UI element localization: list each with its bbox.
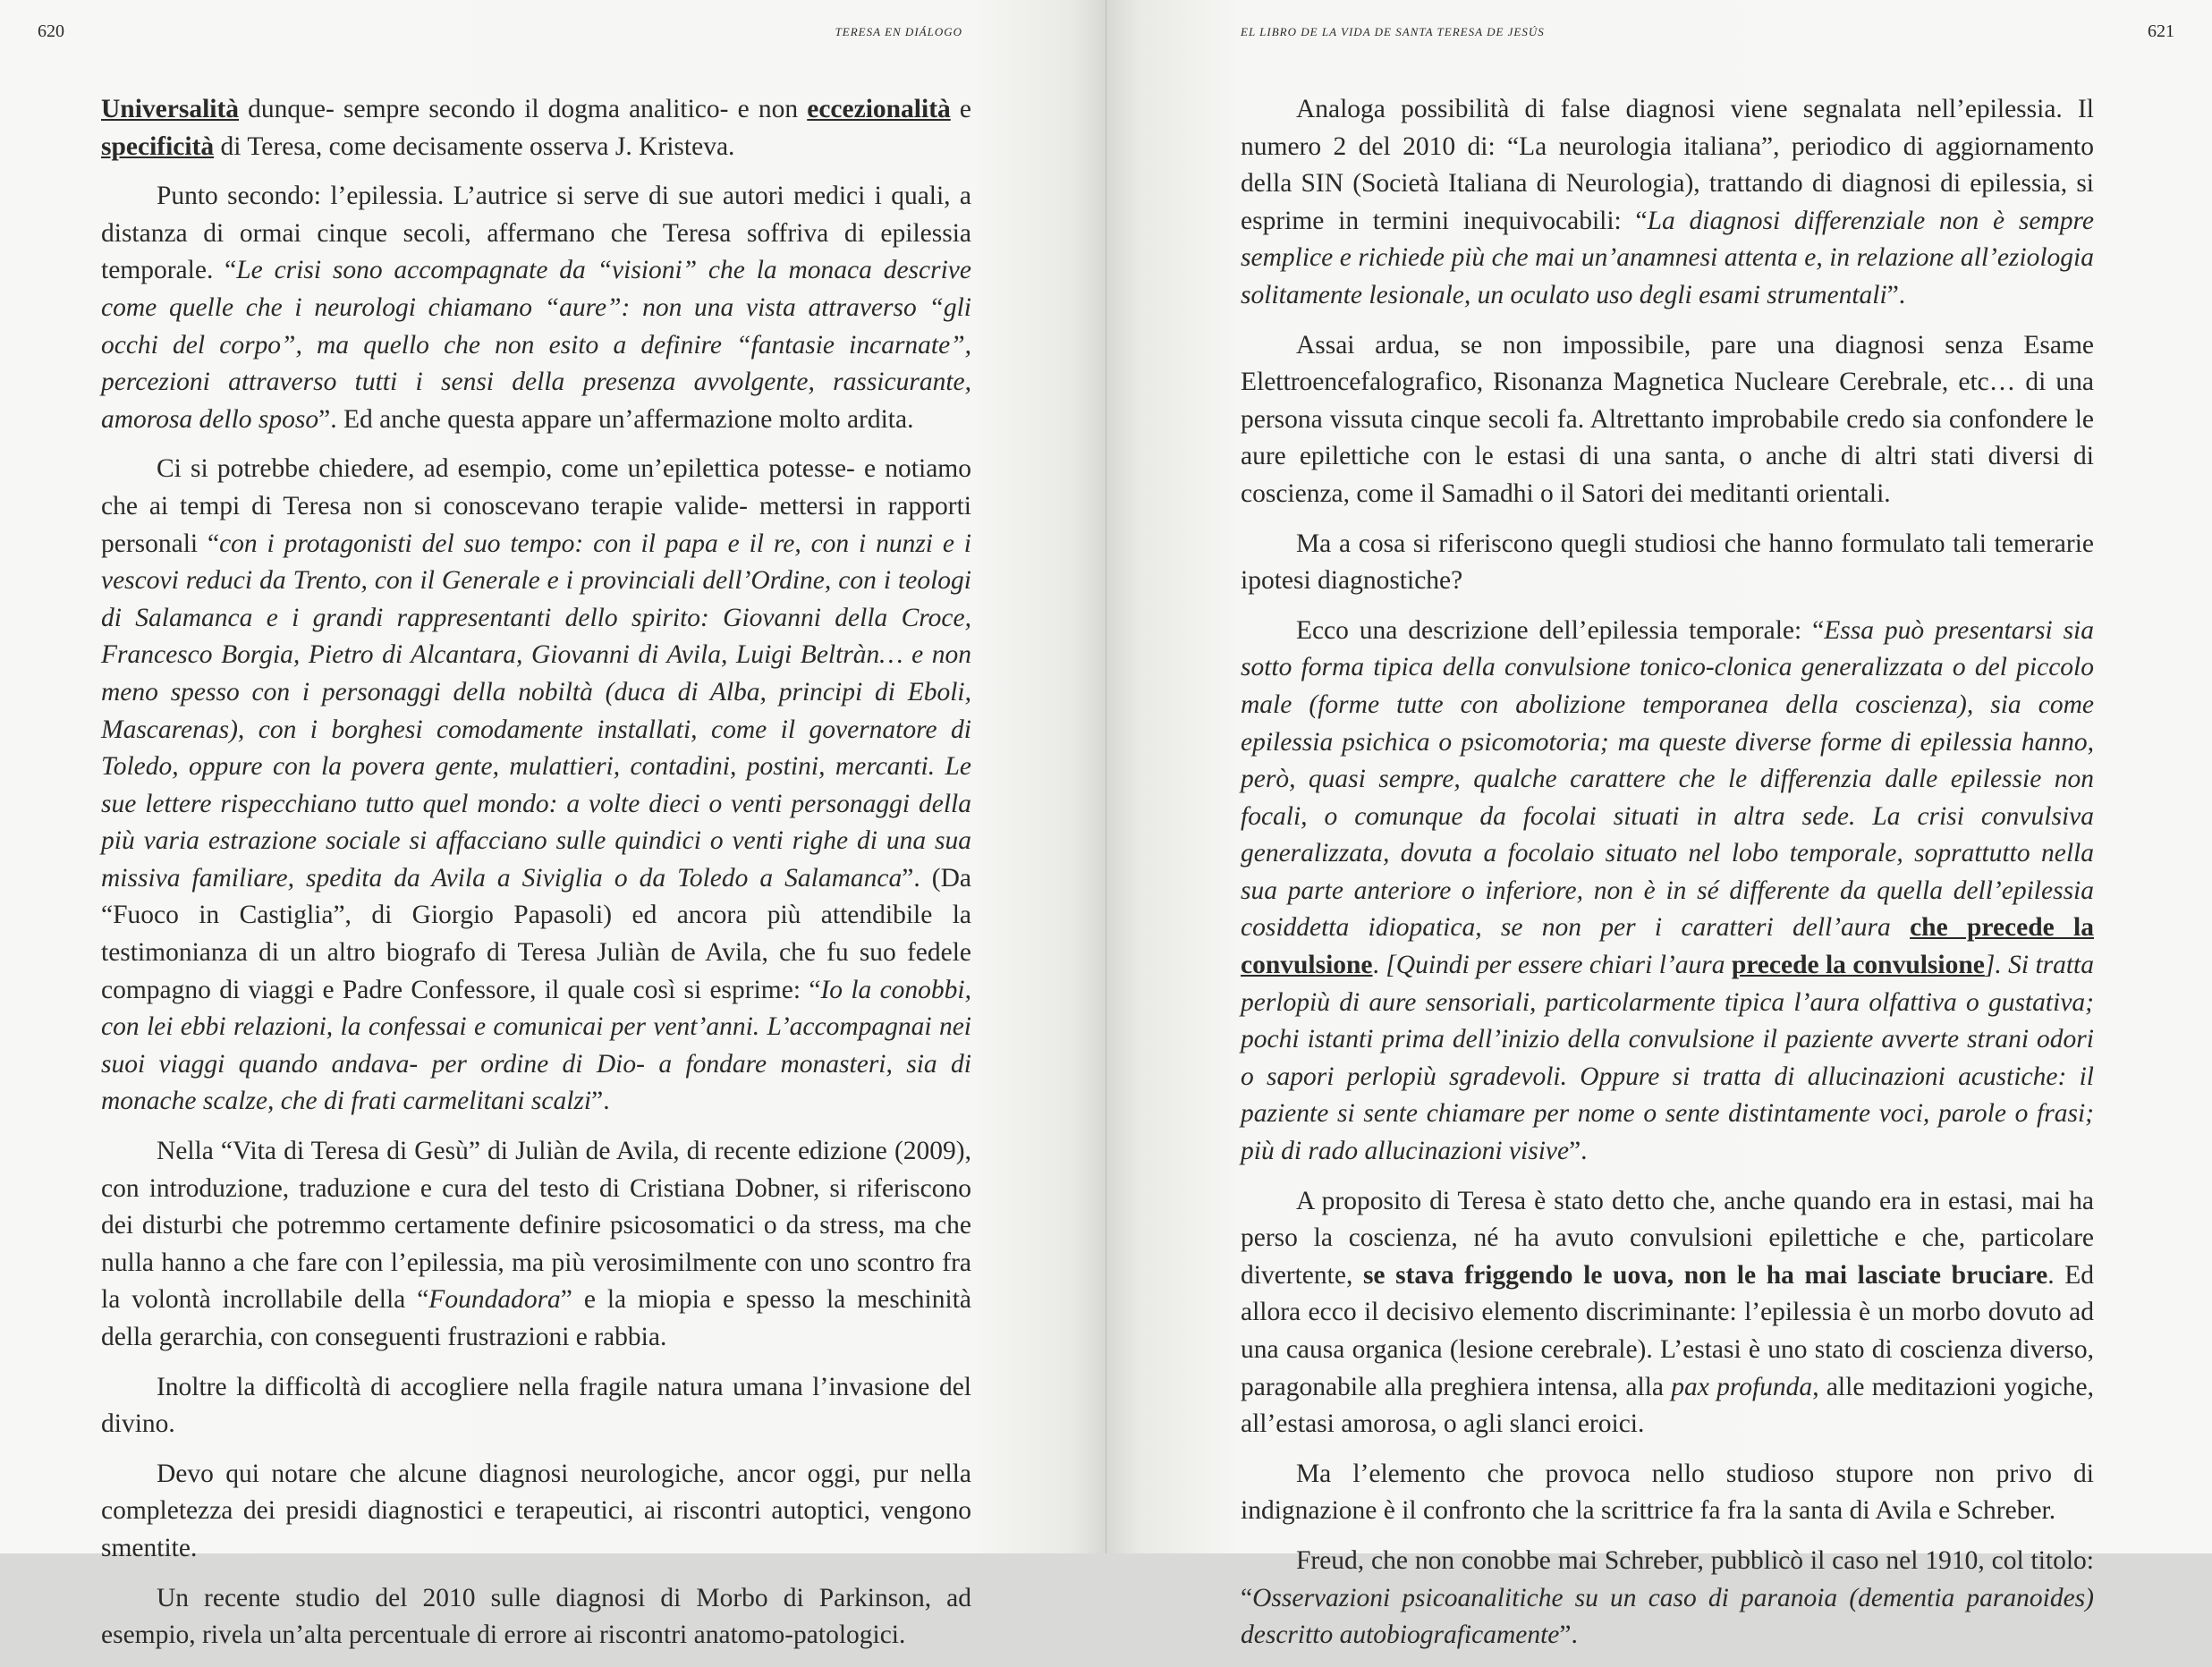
quotation: Osservazioni psicoanalitiche su un caso di paranoia (dementia paranoides) descritto autobiograficamente bbox=[1241, 1583, 2094, 1650]
page-body bbox=[1241, 91, 2094, 1667]
paragraph: Assai ardua, se non impossibile, pare una diagnosi senza Esame Elettroencefalografico, Risonanza Magnetica Nucleare Cerebrale, etc… di una persona vissuta cinque secoli fa. Altrettanto improbabile credo sia confondere le aure epilettiche con le estasi di una santa, o anche di altri stati diversi di coscienza, come il Samadhi o il Satori dei meditanti orientali. bbox=[1241, 330, 2094, 508]
quotation: ]. Si tratta perlopiù di aure sensoriali, particolarmente tipica l’aura olfattiva o gustativa; pochi istanti prima dell’inizio della convulsione il paziente avverte strani odori o sapori perlopiù sgradevoli. Oppure si tratta di allucinazioni acustiche: il paziente si sente chiamare per nome o sente distintamente voci, parole o frasi; più di rado allucinazioni visive bbox=[1241, 951, 2095, 1166]
text: di Teresa, come decisamente osserva J. Kristeva. bbox=[214, 131, 735, 161]
quotation: [Quindi per essere chiari l’aura bbox=[1386, 951, 1732, 980]
paragraph bbox=[1241, 1183, 2094, 1443]
text: e bbox=[950, 95, 972, 123]
page-number: 621 bbox=[2148, 21, 2174, 41]
text: ”. (Da “Fuoco in Castiglia”, di Giorgio Papasoli) ed ancora più attendibile la testimonianza di un altro biografo di Teresa Juliàn de Avila, che fu suo fedele compagno di viaggi e Padre Confessore, il quale così si esprime: “ bbox=[101, 863, 971, 1004]
paragraph bbox=[1241, 1543, 2094, 1654]
text: ”. Ed anche questa appare un’affermazione molto ardita. bbox=[318, 404, 914, 434]
text: A proposito di Teresa è stato detto che, anche quando era in estasi, mai ha perso la coscienza, né ha avuto convulsioni epilettiche e che, particolare divertente, bbox=[1241, 1186, 2094, 1290]
quotation: Essa può presentarsi sia sotto forma tipica della convulsione tonico-clonica generalizzata o del piccolo male (forme tutte con abolizione temporanea della coscienza), sia come epilessia psichica o psicomotoria; ma queste diverse forme di epilessia hanno, però, quasi sempre, qualche carattere che le differenzia dalle epilessie non focali, o comunque da focolai situati in altra sede. La crisi convulsiva generalizzata, dovuta a focolaio situato nel lobo temporale, soprattutto nella sua parte anteriore o inferiore, non è in sé differente da quella dell’epilessia cosiddetta idiopatica, se non per i caratteri dell’aura bbox=[1241, 615, 2094, 943]
paragraph bbox=[1241, 613, 2094, 1171]
paragraph bbox=[101, 91, 971, 165]
paragraph bbox=[101, 451, 971, 1121]
emphasis: che precede la convulsione bbox=[1241, 913, 2094, 980]
bold-emphasis: se stava friggendo le uova, non le ha mai lasciate bruciare bbox=[1362, 1260, 2048, 1290]
emphasis: precede la convulsione bbox=[1731, 951, 1985, 980]
text: Freud, che non conobbe mai Schreber, pubblicò il caso nel 1910, col titolo: “ bbox=[1241, 1545, 2094, 1612]
paragraph: Ma a cosa si riferiscono quegli studiosi che hanno formulato tali temerarie ipotesi diagnostiche? bbox=[1241, 529, 2094, 596]
text: Punto secondo: l’epilessia. L’autrice si serve di sue autori medici i quali, a distanza di ormai cinque secoli, affermano che Teresa soffriva di epilessia temporale. “ bbox=[101, 182, 971, 285]
text: dunque- sempre secondo il dogma analitico- e non bbox=[239, 95, 808, 123]
paragraph: Inoltre la difficoltà di accogliere nella fragile natura umana l’invasione del divino. bbox=[101, 1372, 971, 1439]
text: ”. bbox=[591, 1087, 610, 1116]
quotation: Io la conobbi, con lei ebbi relazioni, la confessai e comunicai per vent’anni. L’accompagnai nei suoi viaggi quando andava- per ordine di Dio- a fondare monasteri, sia di monache scalze, che di frati carmelitani scalzi bbox=[101, 975, 971, 1116]
quotation: Foundadora bbox=[428, 1285, 561, 1315]
text: ”. bbox=[1886, 280, 1906, 309]
emphasis: eccezionalità bbox=[807, 95, 951, 123]
right-page bbox=[1106, 0, 2212, 1650]
page-body bbox=[101, 91, 971, 1667]
quotation: pax profunda bbox=[1671, 1372, 1813, 1401]
paragraph bbox=[1241, 91, 2094, 315]
running-title: TERESA EN DIÁLOGO bbox=[835, 25, 962, 38]
left-page bbox=[0, 0, 1106, 1650]
paragraph bbox=[101, 1133, 971, 1357]
text: Nella “Vita di Teresa di Gesù” di Juliàn de Avila, di recente edizione (2009), con introduzione, traduzione e cura del testo di Cristiana Dobner, si riferiscono dei disturbi che potremmo certamente definire psicosomatici o da stress, ma che nulla hanno a che fare con l’epilessia, ma più verosimilmente con uno scontro fra la volontà incrollabile della “ bbox=[101, 1137, 971, 1315]
text: ” e la miopia e spesso la meschinità della gerarchia, con conseguenti frustrazioni e rabbia. bbox=[101, 1285, 971, 1351]
quotation: Le crisi sono accompagnate da “visioni” che la monaca descrive come quelle che i neurologi chiamano “aure”: non una vista attraverso “gli occhi del corpo”, ma quello che non esito a definire “fantasie incarnate”, percezioni attraverso tutti i sensi della presenza avvolgente, rassicurante, amorosa dello sposo bbox=[101, 256, 971, 434]
text: Ecco una descrizione dell’epilessia temporale: “ bbox=[1295, 615, 1825, 645]
text: Ci si potrebbe chiedere, ad esempio, come un’epilettica potesse- e notiamo che ai tempi di Teresa non si conoscevano terapie valide- mettersi in rapporti personali “ bbox=[101, 454, 971, 558]
quotation: La diagnosi differenziale non è sempre semplice e richiede più che mai un’anamnesi attenta e, in relazione all’eziologia solitamente lesionale, un oculato uso degli esami strumentali bbox=[1241, 206, 2094, 309]
running-header bbox=[1106, 21, 2212, 48]
paragraph: Ma l’elemento che provoca nello studioso stupore non privo di indignazione è il confronto che la scrittrice fa fra la santa di Avila e Schreber. bbox=[1241, 1459, 2094, 1526]
page-number: 620 bbox=[38, 21, 64, 41]
text: . bbox=[1372, 951, 1386, 980]
paragraph: Devo qui notare che alcune diagnosi neurologiche, ancor oggi, pur nella completezza dei presidi diagnostici e terapeutici, ai riscontri autoptici, vengono smentite. bbox=[101, 1459, 971, 1562]
emphasis: specificità bbox=[101, 131, 215, 161]
text: ”. bbox=[1559, 1620, 1578, 1650]
text: Analoga possibilità di false diagnosi viene segnalata nell’epilessia. Il numero 2 del 2010 di: “La neurologia italiana”, periodico di aggiornamento della SIN (Società Italiana di Neurologia), trattando di diagnosi di epilessia, si esprime in termini inequivocabili: “ bbox=[1241, 95, 2094, 235]
paragraph bbox=[101, 178, 971, 438]
text: . Ed allora ecco il decisivo elemento discriminante: l’epilessia è un morbo dovuto ad una causa organica (lesione cerebrale). L’estasi è uno stato di coscienza diverso, paragonabile alla preghiera intensa, alla bbox=[1241, 1260, 2095, 1401]
emphasis: Universalità bbox=[101, 95, 240, 123]
quotation: con i protagonisti del suo tempo: con il papa e il re, con i nunzi e i vescovi reduci da Trento, con il Generale e i provinciali dell’Ordine, con i teologi di Salamanca e i grandi rappresentanti dello spirito: Giovanni della Croce, Francesco Borgia, Pietro di Alcantara, Giovanni di Avila, Luigi Beltràn… e non meno spesso con i personaggi della nobiltà (duca di Alba, principi di Eboli, Mascarenas), con i borghesi comodamente installati, come il governatore di Toledo, oppure con la povera gente, mulattieri, contadini, postini, mercanti. Le sue lettere rispecchiano tutto quel mondo: a volte dieci o venti personaggi della più varia estrazione sociale si affacciano sulle quindici o venti righe di una sua missiva familiare, spedita da Avila a Siviglia o da Toledo a Salamanca bbox=[101, 529, 971, 893]
running-title: EL LIBRO DE LA VIDA DE SANTA TERESA DE JESÚS bbox=[1241, 25, 1545, 38]
text: ”. bbox=[1569, 1137, 1588, 1166]
running-header bbox=[0, 21, 1106, 48]
text: , alle meditazioni yogiche, all’estasi amorosa, o agli slanci eroici. bbox=[1241, 1372, 2094, 1439]
paragraph: Un recente studio del 2010 sulle diagnosi di Morbo di Parkinson, ad esempio, rivela un’alta percentuale di errore ai riscontri anatomo-patologici. bbox=[101, 1583, 971, 1650]
